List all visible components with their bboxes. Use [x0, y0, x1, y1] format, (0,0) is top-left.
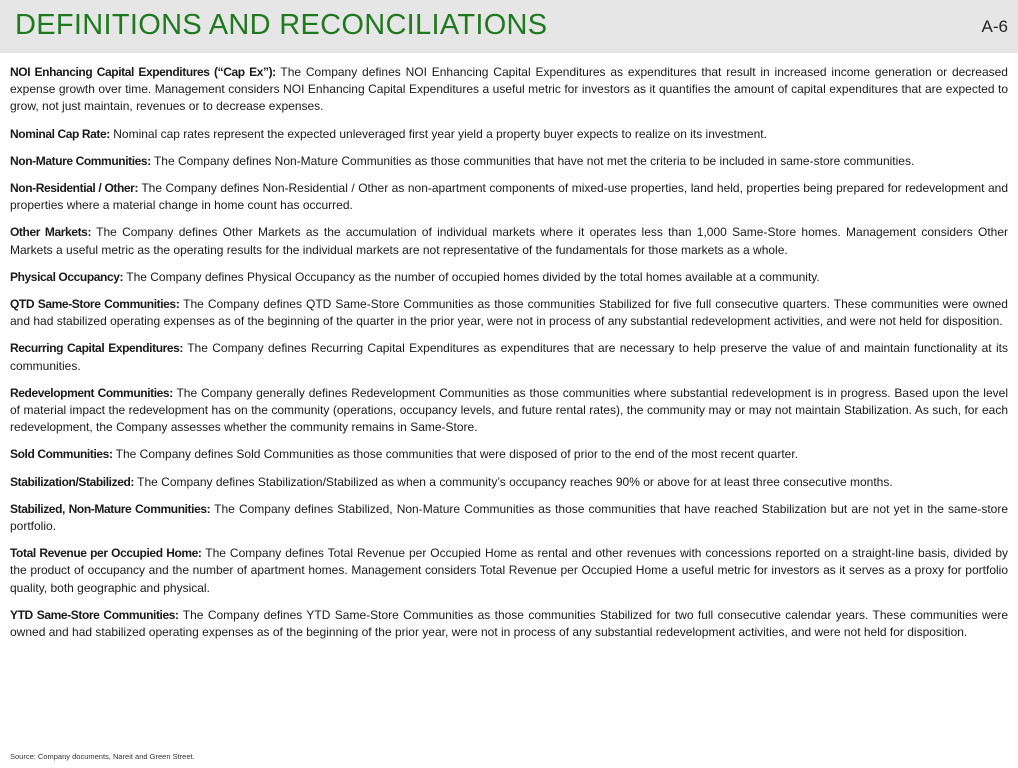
definition-term: Stabilized, Non-Mature Communities:	[10, 501, 211, 516]
definition-term: QTD Same-Store Communities:	[10, 297, 180, 312]
definition-text: The Company defines YTD Same-Store Communities as those communities Stabilized for two full consecutive calendar years. These communities were owned and had stabilized operating expenses as of the beginning of the prior year, were not in process of any substantial redevelopment activities, and were not held for disposition.	[10, 607, 1008, 640]
definition-item	[10, 153, 1008, 170]
definition-term: Non-Mature Communities:	[10, 153, 151, 168]
page-number: A-6	[981, 17, 1008, 36]
definition-item	[10, 501, 1008, 535]
definition-term: NOI Enhancing Capital Expenditures (“Cap Ex”):	[10, 65, 276, 79]
page-title: DEFINITIONS AND RECONCILIATIONS	[15, 9, 548, 41]
definition-item	[10, 474, 1008, 491]
definition-item	[10, 340, 1008, 374]
definition-item	[10, 385, 1008, 437]
definition-term: Non-Residential / Other:	[10, 181, 139, 196]
definition-item	[10, 446, 1008, 463]
definition-term: Stabilization/Stabilized:	[10, 474, 135, 489]
definition-text: The Company defines Other Markets as the accumulation of individual markets where it operates less than 1,000 Same-Store homes. Management considers Other Markets a useful metric as the operating results for the individual markets are not representative of the fundamentals for those markets as a whole.	[10, 225, 1008, 257]
definition-item	[10, 607, 1008, 641]
definition-term: Physical Occupancy:	[10, 269, 124, 284]
definition-text: The Company defines Stabilization/Stabilized as when a community’s occupancy reaches 90% or above for at least three consecutive months.	[137, 474, 893, 489]
definition-text: The Company generally defines Redevelopment Communities as those communities where substantial redevelopment is in progress. Based upon the level of material impact the redevelopment has on the community (operations, occupancy levels, and future rental rates), the community may or may not maintain Stabilization. As such, for each redevelopment, the Company assesses whether the community remains in Same-Store.	[10, 385, 1008, 435]
definition-text: The Company defines Non-Mature Communities as those communities that have not met the criteria to be included in same-store communities.	[153, 153, 915, 168]
definition-term: Other Markets:	[10, 225, 92, 240]
definition-text: The Company defines QTD Same-Store Communities as those communities Stabilized for five full consecutive quarters. These communities were owned and had stabilized operating expenses as of the beginning of the quarter in the prior year, were not in process of any substantial redevelopment activities, and were not held for disposition.	[10, 297, 1008, 329]
definition-term: Redevelopment Communities:	[10, 385, 173, 400]
definition-term: Recurring Capital Expenditures:	[10, 341, 184, 356]
definitions-list	[10, 64, 1008, 651]
definition-text: The Company defines Total Revenue per Occupied Home as rental and other revenues with concessions reported on a straight-line basis, divided by the product of occupancy and the number of apartment homes. Management considers Total Revenue per Occupied Home a useful metric for investors as it serves as a proxy for portfolio quality, both geographic and physical.	[10, 546, 1008, 595]
definition-term: YTD Same-Store Communities:	[10, 607, 179, 622]
definition-item	[10, 126, 1008, 143]
definition-text: The Company defines Physical Occupancy as the number of occupied homes divided by the total homes available at a community.	[126, 269, 820, 284]
definition-item	[10, 224, 1008, 258]
definition-term: Sold Communities:	[10, 447, 113, 462]
definition-text: The Company defines Non-Residential / Other as non-apartment components of mixed-use properties, land held, properties being prepared for redevelopment and properties where a material change in home count has occurred.	[10, 181, 1008, 213]
definition-item	[10, 545, 1008, 597]
definition-item	[10, 64, 1008, 116]
definition-text: The Company defines NOI Enhancing Capital Expenditures as expenditures that result in increased income generation or decreased expense growth over time. Management considers NOI Enhancing Capital Expenditures a useful metric for investors as it quantifies the amount of capital expenditures that are expected to grow, not just maintain, revenues or to decrease expenses.	[10, 65, 1008, 114]
definition-item	[10, 296, 1008, 330]
source-note: Source: Company documents, Nareit and Green Street.	[10, 752, 195, 761]
page-header	[0, 0, 1018, 53]
definition-text: The Company defines Stabilized, Non-Mature Communities as those communities that have reached Stabilization but are not yet in the same-store portfolio.	[10, 501, 1009, 534]
definition-item	[10, 269, 1008, 286]
definition-text: The Company defines Recurring Capital Expenditures as expenditures that are necessary to help preserve the value of and maintain functionality at its communities.	[10, 341, 1008, 373]
definition-term: Nominal Cap Rate:	[10, 126, 110, 141]
definition-item	[10, 180, 1008, 214]
definition-text: The Company defines Sold Communities as those communities that were disposed of prior to the end of the most recent quarter.	[115, 447, 799, 462]
definition-term: Total Revenue per Occupied Home:	[10, 546, 202, 561]
definition-text: Nominal cap rates represent the expected unleveraged first year yield a property buyer expects to realize on its investment.	[113, 126, 767, 141]
